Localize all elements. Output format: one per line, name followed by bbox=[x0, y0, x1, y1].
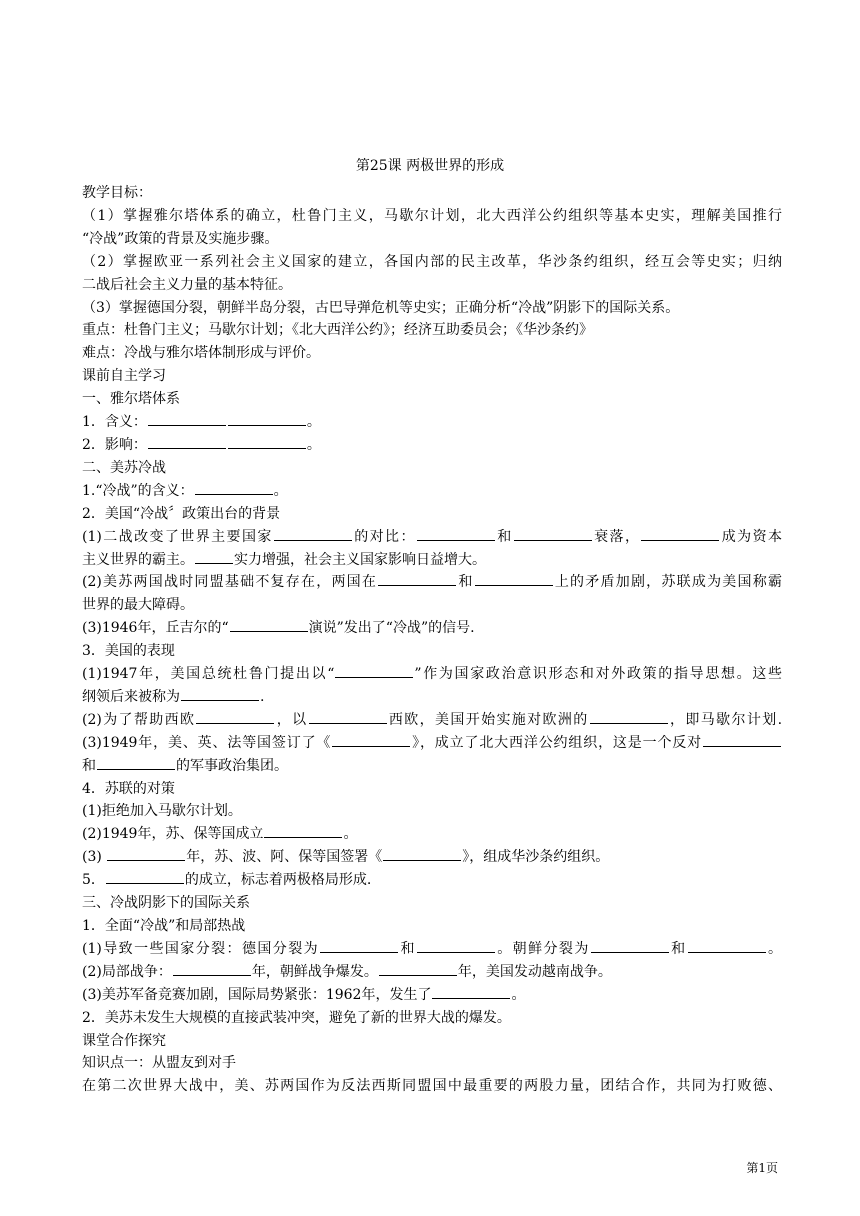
text-segment: 难点：冷战与雅尔塔体制形成与评价。 bbox=[82, 345, 320, 362]
fill-in-blank[interactable] bbox=[379, 962, 457, 976]
fill-in-blank[interactable] bbox=[148, 412, 226, 426]
text-segment: 三、冷战阴影下的国际关系 bbox=[82, 895, 250, 912]
fill-in-blank[interactable] bbox=[417, 527, 495, 541]
fill-in-blank[interactable] bbox=[332, 733, 410, 747]
fill-in-blank[interactable] bbox=[432, 985, 510, 999]
text-segment: 。 bbox=[511, 986, 526, 1003]
text-line bbox=[82, 663, 782, 686]
text-segment: 1．含义： bbox=[82, 414, 147, 431]
text-line bbox=[82, 205, 782, 228]
text-line bbox=[82, 594, 782, 617]
text-segment: 3．美国的表现 bbox=[82, 643, 175, 660]
text-line bbox=[82, 526, 782, 549]
text-segment: ，以 bbox=[275, 711, 308, 728]
fill-in-blank[interactable] bbox=[230, 618, 308, 632]
page-title: 第25课 两极世界的形成 bbox=[355, 158, 505, 174]
fill-in-blank[interactable] bbox=[514, 527, 592, 541]
text-segment: 上的矛盾加剧，苏联成为美国称霸 bbox=[553, 574, 782, 591]
fill-in-blank[interactable] bbox=[475, 572, 553, 586]
text-segment: (1)导致一些国家分裂：德国分裂为 bbox=[82, 940, 320, 957]
text-segment: . bbox=[260, 688, 265, 705]
text-segment: 教学目标： bbox=[82, 185, 152, 201]
text-segment: 的对比： bbox=[352, 528, 416, 545]
text-line bbox=[82, 640, 782, 663]
text-line bbox=[82, 365, 782, 388]
text-segment: 1．全面“冷战”和局部热战 bbox=[82, 918, 246, 934]
text-segment: （3）掌握德国分裂，朝鲜半岛分裂，古巴导弹危机等史实；正确分析“冷战”阴影下的国际关系。 bbox=[82, 299, 680, 316]
text-segment: 》，成立了北大西洋公约组织，这是一个反对 bbox=[411, 734, 702, 751]
text-segment: (3) bbox=[82, 849, 107, 866]
text-line bbox=[82, 251, 782, 274]
text-line bbox=[82, 297, 782, 320]
fill-in-blank[interactable] bbox=[181, 687, 259, 701]
text-segment: 5． bbox=[82, 872, 105, 889]
text-line bbox=[82, 915, 782, 938]
text-line bbox=[82, 1007, 782, 1030]
text-segment: 纲领后来被称为 bbox=[82, 688, 180, 705]
text-segment: 2．影响： bbox=[82, 436, 147, 453]
text-line bbox=[82, 411, 782, 434]
text-segment: 实力增强，社会主义国家影响日益增大。 bbox=[234, 551, 486, 568]
fill-in-blank[interactable] bbox=[195, 481, 273, 495]
fill-in-blank[interactable] bbox=[335, 664, 413, 678]
text-line bbox=[82, 457, 782, 480]
text-segment: (3)1946年，丘吉尔的“ bbox=[82, 620, 229, 637]
fill-in-blank[interactable] bbox=[148, 435, 226, 449]
fill-in-blank[interactable] bbox=[703, 733, 781, 747]
text-line bbox=[82, 342, 782, 365]
fill-in-blank[interactable] bbox=[173, 962, 251, 976]
text-segment: 。 bbox=[273, 482, 288, 499]
text-segment: 和 bbox=[669, 940, 687, 957]
text-line bbox=[82, 480, 782, 503]
fill-in-blank[interactable] bbox=[97, 756, 175, 770]
text-segment: (3)美苏军备竞赛加剧，国际局势紧张：1962年，发生了 bbox=[82, 986, 432, 1003]
text-line bbox=[82, 709, 782, 732]
fill-in-blank[interactable] bbox=[320, 939, 398, 953]
text-segment: ，即马歇尔计划. bbox=[668, 711, 782, 728]
fill-in-blank[interactable] bbox=[591, 939, 669, 953]
text-segment: 课堂合作探究 bbox=[82, 1032, 166, 1049]
text-segment: 一、雅尔塔体系 bbox=[82, 391, 180, 408]
text-segment: (2)美苏两国战时同盟基础不复存在，两国在 bbox=[82, 574, 378, 591]
text-line bbox=[82, 778, 782, 801]
text-segment: 世界的最大障碍。 bbox=[82, 597, 194, 614]
text-segment: 》，组成华沙条约组织。 bbox=[462, 849, 610, 866]
text-segment: ”作为国家政治意识形态和对外政策的指导思想。这些 bbox=[414, 666, 782, 683]
fill-in-blank[interactable] bbox=[590, 710, 668, 724]
fill-in-blank[interactable] bbox=[417, 939, 495, 953]
text-segment: (2)局部战争： bbox=[82, 963, 172, 980]
text-segment: 和 bbox=[495, 528, 513, 545]
text-line bbox=[82, 549, 782, 572]
text-segment: “冷战”政策的背景及实施步骤。 bbox=[82, 230, 279, 247]
text-line bbox=[82, 846, 782, 869]
text-segment: 年，苏、波、阿、保等国签署《 bbox=[186, 849, 383, 866]
text-segment: 和 bbox=[399, 940, 416, 957]
text-line bbox=[82, 961, 782, 984]
text-segment: 4．苏联的对策 bbox=[82, 780, 175, 797]
text-line bbox=[82, 755, 782, 778]
fill-in-blank[interactable] bbox=[274, 527, 352, 541]
text-segment: 二、美苏冷战 bbox=[82, 459, 166, 476]
text-segment: (3)1949年，美、英、法等国签订了《 bbox=[82, 734, 332, 751]
text-line bbox=[82, 869, 782, 892]
fill-in-blank[interactable] bbox=[228, 412, 306, 426]
text-segment: (1)拒绝加入马歇尔计划。 bbox=[82, 803, 242, 820]
text-segment: （1）掌握雅尔塔体系的确立，杜鲁门主义，马歇尔计划，北大西洋公约组织等基本史实，理解美国推行 bbox=[82, 207, 782, 224]
text-segment: 。朝鲜分裂为 bbox=[495, 940, 590, 957]
text-line bbox=[82, 319, 782, 342]
text-segment: 和 bbox=[457, 574, 474, 591]
text-line bbox=[82, 732, 782, 755]
text-line bbox=[82, 388, 782, 411]
text-line bbox=[82, 1075, 782, 1098]
text-segment: 2．美国“冷战〞政策出台的背景 bbox=[82, 505, 281, 522]
text-line bbox=[82, 686, 782, 709]
text-segment: 。 bbox=[766, 940, 782, 957]
text-line bbox=[82, 617, 782, 640]
text-line bbox=[82, 228, 782, 251]
text-segment: 演说”发出了“冷战”的信号. bbox=[308, 620, 475, 637]
text-segment: 主义世界的霸主。 bbox=[82, 551, 194, 568]
fill-in-blank[interactable] bbox=[641, 527, 719, 541]
fill-in-blank[interactable] bbox=[106, 870, 184, 884]
fill-in-blank[interactable] bbox=[383, 847, 461, 861]
text-line bbox=[82, 274, 782, 297]
fill-in-blank[interactable] bbox=[195, 550, 233, 564]
text-segment: 的成立，标志着两极格局形成. bbox=[184, 872, 372, 889]
text-line bbox=[82, 1030, 782, 1053]
text-segment: 。 bbox=[306, 414, 321, 431]
text-segment: 。 bbox=[306, 436, 321, 453]
text-segment: 二战后社会主义力量的基本特征。 bbox=[82, 276, 292, 293]
text-line bbox=[82, 823, 782, 846]
text-line bbox=[82, 892, 782, 915]
text-segment: 成为资本 bbox=[720, 528, 782, 545]
text-segment: 课前自主学习 bbox=[82, 368, 166, 385]
text-line bbox=[82, 182, 782, 205]
text-segment: 。 bbox=[343, 826, 358, 843]
text-segment: 和 bbox=[82, 757, 96, 774]
text-segment: (1)1947年，美国总统杜鲁门提出以“ bbox=[82, 666, 335, 683]
fill-in-blank[interactable] bbox=[228, 435, 306, 449]
text-line bbox=[82, 571, 782, 594]
text-segment: 西欧，美国开始实施对欧洲的 bbox=[387, 711, 589, 728]
text-line bbox=[82, 434, 782, 457]
text-segment: 1.“冷战”的含义： bbox=[82, 482, 194, 499]
text-line bbox=[82, 503, 782, 526]
text-segment: 知识点一：从盟友到对手 bbox=[82, 1055, 236, 1072]
text-segment: 年，朝鲜战争爆发。 bbox=[251, 963, 378, 980]
text-segment: 重点：杜鲁门主义；马歇尔计划；《北大西洋公约》；经济互助委员会；《华沙条约》 bbox=[82, 322, 593, 339]
text-segment: (2)为了帮助西欧 bbox=[82, 711, 196, 728]
document-body bbox=[82, 182, 782, 1098]
fill-in-blank[interactable] bbox=[196, 710, 274, 724]
fill-in-blank[interactable] bbox=[688, 939, 766, 953]
text-segment: 2．美苏未发生大规模的直接武装冲突，避免了新的世界大战的爆发。 bbox=[82, 1009, 511, 1026]
fill-in-blank[interactable] bbox=[107, 847, 185, 861]
page-number: 第1页 bbox=[746, 1161, 778, 1175]
fill-in-blank[interactable] bbox=[264, 824, 342, 838]
text-segment: 衰落， bbox=[592, 528, 641, 545]
text-line bbox=[82, 800, 782, 823]
text-segment: 年，美国发动越南战争。 bbox=[457, 963, 612, 980]
text-segment: (2)1949年，苏、保等国成立 bbox=[82, 826, 264, 843]
fill-in-blank[interactable] bbox=[309, 710, 387, 724]
text-line bbox=[82, 984, 782, 1007]
text-segment: 的军事政治集团。 bbox=[176, 757, 288, 774]
text-line bbox=[82, 938, 782, 961]
text-segment: (1)二战改变了世界主要国家 bbox=[82, 528, 273, 545]
text-line bbox=[82, 1052, 782, 1075]
fill-in-blank[interactable] bbox=[378, 572, 456, 586]
text-segment: 在第二次世界大战中，美、苏两国作为反法西斯同盟国中最重要的两股力量，团结合作，共同为打败德、 bbox=[82, 1078, 782, 1095]
text-segment: （2）掌握欧亚一系列社会主义国家的建立，各国内部的民主改革，华沙条约组织，经互会等史实；归纳 bbox=[82, 253, 782, 270]
